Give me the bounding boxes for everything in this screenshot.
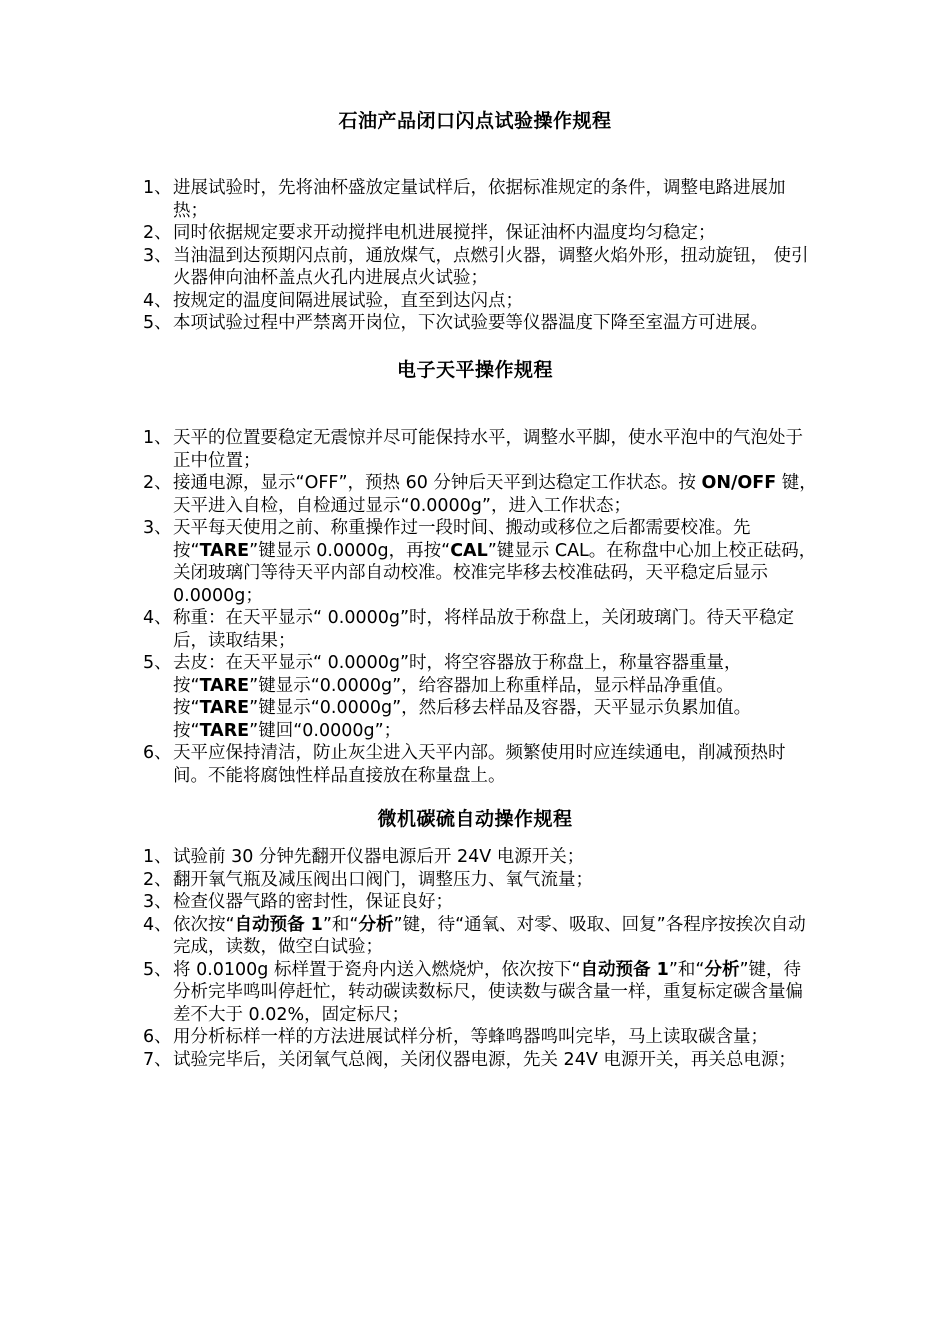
list-item: 7、 试验完毕后，关闭氧气总阀，关闭仪器电源，先关 24V 电源开关，再关总电源； [143, 1049, 796, 1070]
list-item: 6、 天平应保持清洁，防止灰尘进入天平内部。频繁使用时应连续通电，削减预热时间。不能将腐蚀性样品直接放在称量盘上。 [143, 743, 786, 786]
list-item: 5、 去皮：在天平显示“ 0.0000g”时，将空容器放于称盘上，称量容器重量，按“TARE”键显示“0.0000g”，给容器加上称重样品，显示样品净重值。按“TARE”键显示“0.0000g”，然后移去样品及容器，天平显示负累加值。按“TARE”键回“0.0000g”； [143, 653, 752, 741]
list-item: 4、 依次按“自动预备 1”和“分析”键，待“通氧、对零、吸取、回复”各程序按挨次自动完成，读数，做空白试验； [143, 914, 806, 957]
list-item: 4、 称重：在天平显示“ 0.0000g”时，将样品放于称盘上，关闭玻璃门。待天平稳定后，读取结果； [143, 608, 795, 651]
section-title: 石油产品闭口闪点试验操作规程 [338, 110, 612, 132]
section-electronic-balance [0, 355, 950, 787]
list-item: 3、 检查仪器气路的密封性，保证良好； [143, 892, 453, 912]
list-item: 1、 进展试验时，先将油杯盛放定量试样后，依据标准规定的条件，调整电路进展加热； [143, 178, 786, 221]
list-item: 5、 本项试验过程中严禁离开岗位，下次试验要等仪器温度下降至室温方可进展。 [143, 313, 768, 333]
section-title: 电子天平操作规程 [396, 359, 553, 381]
list-item: 2、 接通电源，显示“OFF”，预热 60 分钟后天平到达稳定工作状态。按 ON/OFF 键，天平进入自检，自检通过显示“0.0000g”，进入工作状态； [143, 473, 817, 516]
list-item: 5、 将 0.0100g 标样置于瓷舟内送入燃烧炉，依次按下“自动预备 1”和“分析”键，待分析完毕鸣叫停赶忙，转动碳读数标尺，使读数与碳含量一样，重复标定碳含量偏差不大于 0.02%，固定标尺； [143, 959, 803, 1025]
list-item: 2、 翻开氧气瓶及减压阀出口阀门，调整压力、氧气流量； [143, 869, 593, 890]
list-item: 3、 当油温到达预期闪点前，通放煤气，点燃引火器，调整火焰外形，扭动旋钮， 使引火器伸向油杯盖点火孔内进展点火试验； [143, 245, 809, 288]
list-item: 2、 同时依据规定要求开动搅拌电机进展搅拌，保证油杯内温度均匀稳定； [143, 223, 716, 243]
list-item: 1、 天平的位置要稳定无震惊并尽可能保持水平，调整水平脚，使水平泡中的气泡处于正中位置； [143, 428, 803, 471]
procedure-list [0, 177, 950, 335]
section-carbon-sulfur [0, 804, 950, 1071]
list-item: 3、 天平每天使用之前、称重操作过一段时间、搬动或移位之后都需要校准。先按“TARE”键显示 0.0000g，再按“CAL”键显示 CAL。在称盘中心加上校正砝码，关闭玻璃门等待天平内部自动校准。校准完毕移去校准砝码，天平稳定后显示 0.0000g； [143, 518, 817, 606]
list-item: 6、 用分析标样一样的方法进展试样分析，等蜂鸣器鸣叫完毕，马上读取碳含量； [143, 1027, 768, 1047]
list-item: 4、 按规定的温度间隔进展试验，直至到达闪点； [143, 290, 523, 311]
list-item: 1、 试验前 30 分钟先翻开仪器电源后开 24V 电源开关； [143, 847, 585, 867]
procedure-list [0, 846, 950, 1071]
section-title: 微机碳硫自动操作规程 [377, 808, 573, 830]
procedure-list [0, 427, 950, 787]
section-flash-point [0, 106, 950, 335]
